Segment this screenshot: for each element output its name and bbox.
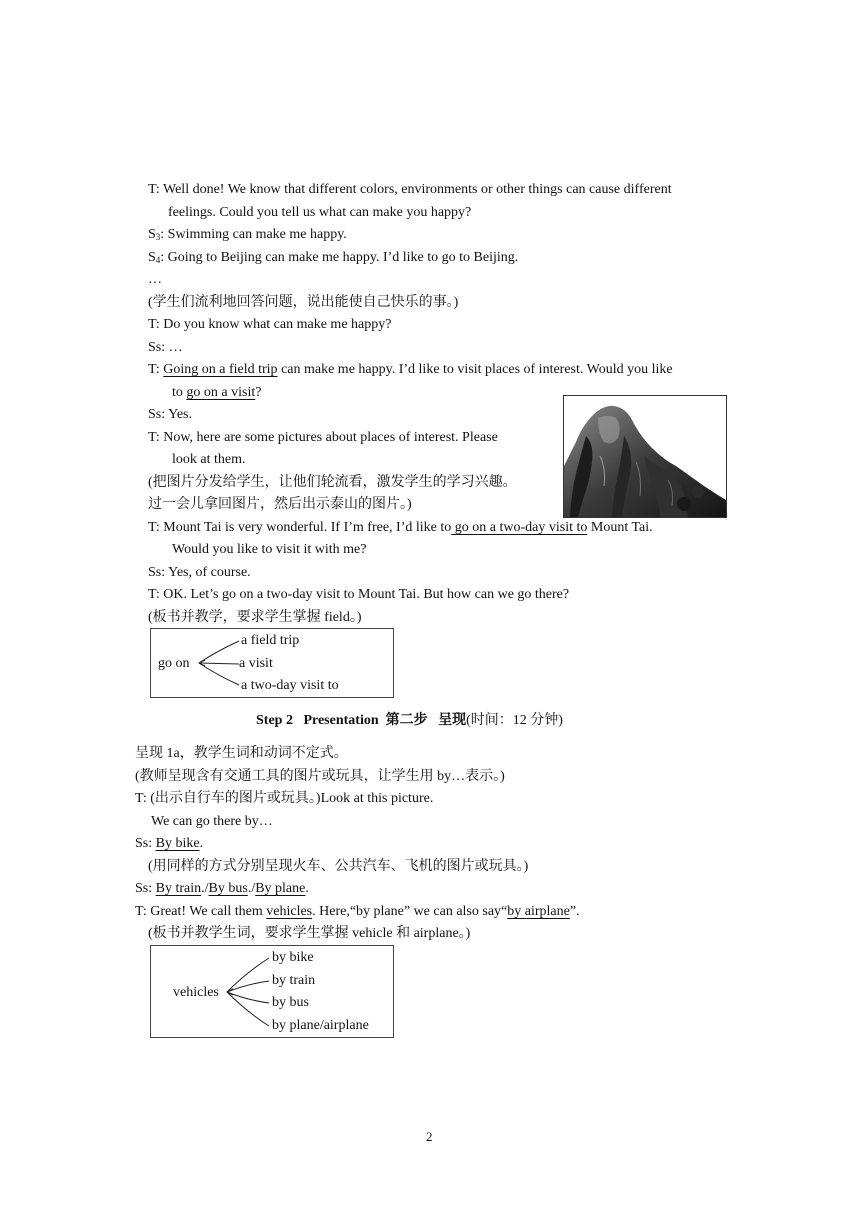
dialogue-line: T: Well done! We know that different colors, environments or other things can cause different <box>148 182 672 197</box>
dialogue-line: Ss: Yes. <box>148 407 192 422</box>
mount-tai-photo <box>563 395 727 518</box>
dialogue-line: Ss: By bike. <box>135 836 204 851</box>
teacher-note: (把图片分发给学生，让他们轮流看，激发学生的学习兴趣。 <box>148 475 517 490</box>
dialogue-line: We can go there by… <box>151 814 273 829</box>
dialogue-line: T: Going on a field trip can make me happy. I’d like to visit places of interest. Would you like <box>148 362 673 377</box>
dialogue-line: Would you like to visit it with me? <box>172 542 367 557</box>
diagram-branch: a visit <box>239 656 273 671</box>
dialogue-line: T: Mount Tai is very wonderful. If I’m free, I’d like to go on a two-day visit to Mount Tai. <box>148 520 653 535</box>
dialogue-line: Ss: … <box>148 340 183 355</box>
teacher-note: (板书并教学，要求学生掌握 field。) <box>148 610 362 625</box>
dialogue-line: T: OK. Let’s go on a two-day visit to Mount Tai. But how can we go there? <box>148 587 570 602</box>
dialogue-line: to go on a visit? <box>172 385 262 400</box>
dialogue-line: look at them. <box>172 452 246 467</box>
blackboard-diagram <box>150 945 394 1038</box>
branch-lines <box>225 946 275 1037</box>
section-heading: Step 2 Presentation 第二步 呈现(时间：12 分钟) <box>256 713 563 728</box>
teacher-note: (教师呈现含有交通工具的图片或玩具，让学生用 by…表示。) <box>135 769 505 784</box>
dialogue-line: T: Now, here are some pictures about places of interest. Please <box>148 430 498 445</box>
diagram-branch: by bus <box>272 995 309 1010</box>
dialogue-line: T: (出示自行车的图片或玩具。)Look at this picture. <box>135 791 434 806</box>
diagram-branch: by bike <box>272 950 314 965</box>
page-number: 2 <box>426 1129 433 1144</box>
dialogue-line: Ss: By train./By bus./By plane. <box>135 881 309 896</box>
diagram-branch: a two-day visit to <box>241 678 339 693</box>
diagram-branch: by train <box>272 973 316 988</box>
dialogue-line: T: Do you know what can make me happy? <box>148 317 392 332</box>
diagram-branch: by plane/airplane <box>272 1018 369 1033</box>
teacher-note: (板书并教学生词，要求学生掌握 vehicle 和 airplane。) <box>148 926 471 941</box>
mountain-image <box>564 396 726 517</box>
dialogue-line: Ss: Yes, of course. <box>148 565 251 580</box>
dialogue-line: feelings. Could you tell us what can make you happy? <box>168 205 472 220</box>
dialogue-line: T: Great! We call them vehicles. Here,“by plane” we can also say“by airplane”. <box>135 904 580 919</box>
diagram-root: go on <box>158 656 190 671</box>
diagram-branch: a field trip <box>241 633 300 648</box>
dialogue-line: $S_3$: Swimming can make me happy. <box>148 227 347 242</box>
ellipsis-line: … <box>148 272 162 287</box>
dialogue-line: $S_4$: Going to Beijing can make me happy. I’d like to go to Beijing. <box>148 250 519 265</box>
teacher-note: 过一会儿拿回图片，然后出示泰山的图片。) <box>148 497 412 512</box>
blackboard-diagram <box>150 628 394 698</box>
diagram-root: vehicles <box>173 985 219 1000</box>
teacher-note: (学生们流利地回答问题，说出能使自己快乐的事。) <box>148 295 459 310</box>
teacher-note: (用同样的方式分别呈现火车、公共汽车、飞机的图片或玩具。) <box>148 859 529 874</box>
instruction-line: 呈现 1a，教学生词和动词不定式。 <box>135 746 348 761</box>
